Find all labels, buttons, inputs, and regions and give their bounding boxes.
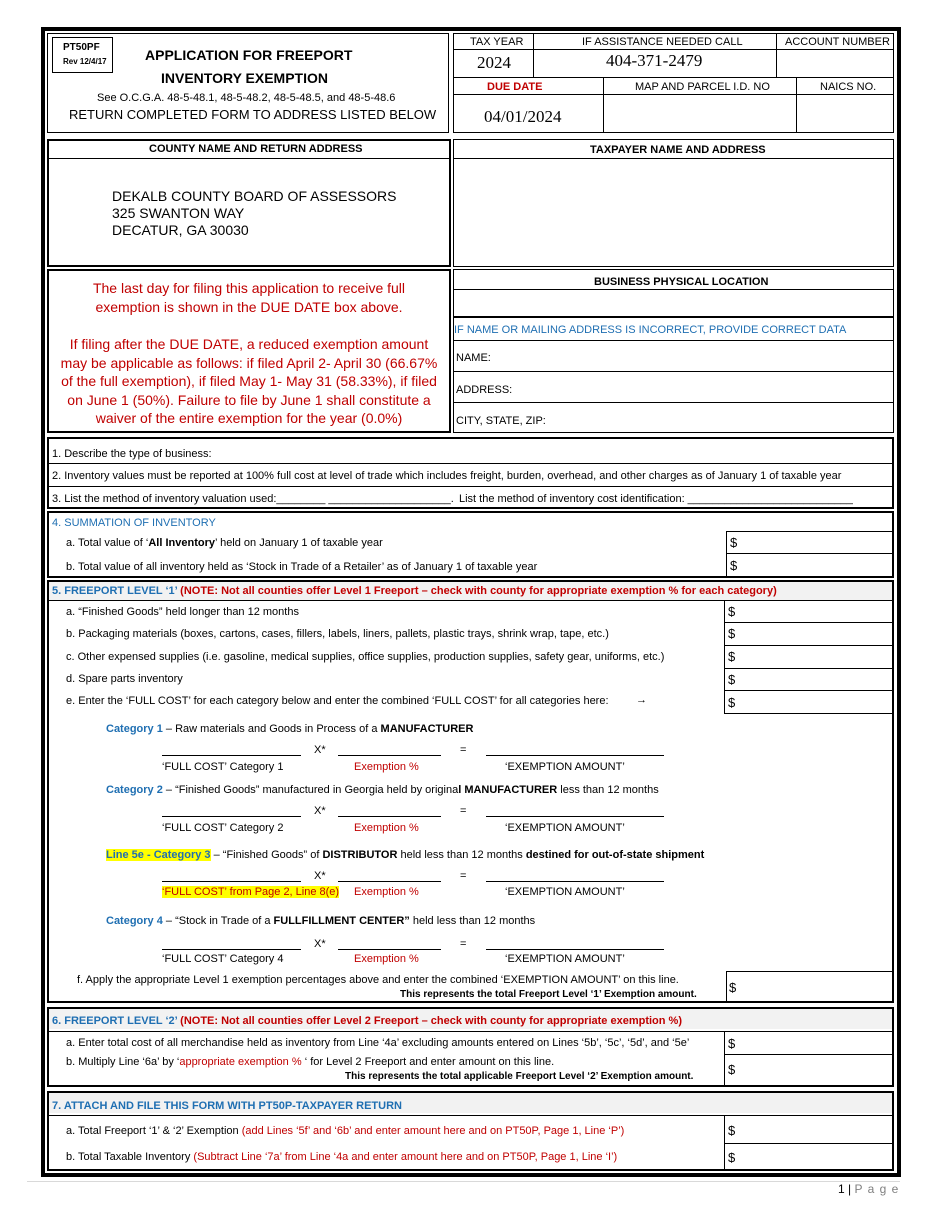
section-4-title: 4. SUMMATION OF INVENTORY xyxy=(52,517,216,529)
header-title-box xyxy=(47,33,449,133)
county-line1: DEKALB COUNTY BOARD OF ASSESSORS xyxy=(112,188,397,204)
category-3-exemption-amount[interactable] xyxy=(486,866,664,881)
form-title-line1: APPLICATION FOR FREEPORT xyxy=(145,47,353,63)
county-address-box xyxy=(47,139,451,267)
line-7b-label: b. Total Taxable Inventory (Subtract Line ‘7a’ from Line ‘4a and enter amount here and on PT50P, Page 1, Line ‘I’) xyxy=(66,1151,618,1163)
filing-notice-box xyxy=(47,269,451,433)
line-7b-amount[interactable]: $ xyxy=(728,1150,736,1165)
page-footer: 1 | P a g e xyxy=(838,1182,900,1196)
category-4-amount-label: ‘EXEMPTION AMOUNT’ xyxy=(505,953,625,965)
category-2-full-cost-label: ‘FULL COST’ Category 2 xyxy=(162,822,284,834)
taxpayer-address-label: TAXPAYER NAME AND ADDRESS xyxy=(590,144,766,156)
business-type-field[interactable] xyxy=(229,443,889,463)
line-5c-label: c. Other expensed supplies (i.e. gasoline, medical supplies, office supplies, production supplies, safety gear, uniforms, etc.) xyxy=(66,651,665,663)
category-4-heading: Category 4 – “Stock in Trade of a FULLFILLMENT CENTER” held less than 12 months xyxy=(106,915,536,927)
line-6a-label: a. Enter total cost of all merchandise held as inventory from Line ‘4a’ excluding amounts entered on Lines ‘5b’, ‘5c’, ‘5d’, and ‘5e’ xyxy=(66,1037,690,1049)
line-5e-label: e. Enter the ‘FULL COST’ for each category below and enter the combined ‘FULL COST’ for all categories here: xyxy=(66,695,609,707)
footer-divider xyxy=(27,1181,900,1182)
q3-valuation-method[interactable]: 3. List the method of inventory valuation used:________ ____________________. xyxy=(52,493,454,505)
category-2-heading: Category 2 – “Finished Goods” manufactured in Georgia held by original MANUFACTURER less than 12 months xyxy=(106,784,659,796)
tax-year-value[interactable]: 2024 xyxy=(477,53,511,72)
category-4-exemption-pct[interactable] xyxy=(338,934,441,949)
line-5f-label: f. Apply the appropriate Level 1 exemption percentages above and enter the combined ‘EXEMPTION AMOUNT’ on this line. xyxy=(77,974,679,986)
line-5a-label: a. “Finished Goods” held longer than 12 months xyxy=(66,606,299,618)
line-6a-amount[interactable]: $ xyxy=(728,1036,736,1051)
line-5d-amount[interactable]: $ xyxy=(728,672,736,687)
category-1-full-cost[interactable] xyxy=(162,740,301,755)
category-4-full-cost[interactable] xyxy=(162,934,301,949)
category-4-full-cost-label: ‘FULL COST’ Category 4 xyxy=(162,953,284,965)
line-5d-label: d. Spare parts inventory xyxy=(66,673,183,685)
map-parcel-field[interactable] xyxy=(604,95,796,133)
category-2-exemption-amount[interactable] xyxy=(486,801,664,816)
category-3-full-cost[interactable] xyxy=(162,866,301,881)
section-5-title: 5. FREEPORT LEVEL ‘1’ (NOTE: Not all counties offer Level 1 Freeport – check with county for appropriate exemption % for each category) xyxy=(52,585,777,597)
category-2-full-cost[interactable] xyxy=(162,801,301,816)
category-1-exemption-amount[interactable] xyxy=(486,740,664,755)
account-number-field[interactable] xyxy=(777,50,893,77)
general-questions-box xyxy=(47,437,894,509)
category-1-full-cost-label: ‘FULL COST’ Category 1 xyxy=(162,761,284,773)
form-rev: Rev 12/4/17 xyxy=(63,57,107,66)
line-4a-amount[interactable]: $ xyxy=(730,535,738,550)
category-3-heading: Line 5e - Category 3 – “Finished Goods” of DISTRIBUTOR held less than 12 months destined for out-of-state shipment xyxy=(106,849,705,861)
section-6-box xyxy=(47,1007,894,1087)
line-5f-note: This represents the total Freeport Level ‘1’ Exemption amount. xyxy=(400,989,697,1000)
line-4b-amount[interactable]: $ xyxy=(730,558,738,573)
section-4-box xyxy=(47,511,894,578)
q2-inventory-values: 2. Inventory values must be reported at 100% full cost at level of trade which includes freight, burden, overhead, and other charges as of January 1 of taxable year xyxy=(52,470,842,482)
line-6b-note: This represents the total applicable Freeport Level ‘2’ Exemption amount. xyxy=(345,1071,694,1082)
due-date-label: DUE DATE xyxy=(487,81,543,93)
business-location-field[interactable] xyxy=(454,290,893,315)
county-line3: DECATUR, GA 30030 xyxy=(112,222,249,238)
county-address-label: COUNTY NAME AND RETURN ADDRESS xyxy=(149,143,363,155)
line-6b-amount[interactable]: $ xyxy=(728,1062,736,1077)
category-4-pct-label: Exemption % xyxy=(354,953,419,965)
line-7a-amount[interactable]: $ xyxy=(728,1123,736,1138)
business-location-box xyxy=(453,269,894,433)
naics-label: NAICS NO. xyxy=(820,81,877,93)
county-line2: 325 SWANTON WAY xyxy=(112,205,245,221)
q1-business-type: 1. Describe the type of business: xyxy=(52,448,212,460)
line-5b-amount[interactable]: $ xyxy=(728,626,736,641)
q3-cost-identification[interactable]: List the method of inventory cost identification: ___________________________ xyxy=(459,493,853,505)
assistance-phone: 404-371-2479 xyxy=(606,51,703,70)
category-3-full-cost-label: ‘FULL COST’ from Page 2, Line 8(e) xyxy=(162,886,340,898)
line-6b-label: b. Multiply Line ‘6a’ by ‘appropriate exemption % ‘ for Level 2 Freeport and enter amount on this line. xyxy=(66,1056,555,1068)
account-number-label: ACCOUNT NUMBER xyxy=(785,36,890,48)
name-label: NAME: xyxy=(456,352,491,364)
taxpayer-address-field[interactable] xyxy=(454,159,893,266)
business-location-label: BUSINESS PHYSICAL LOCATION xyxy=(594,276,769,288)
assistance-label: IF ASSISTANCE NEEDED CALL xyxy=(582,36,743,48)
category-1-exemption-pct[interactable] xyxy=(338,740,441,755)
category-2-amount-label: ‘EXEMPTION AMOUNT’ xyxy=(505,822,625,834)
category-3-pct-label: Exemption % xyxy=(354,886,419,898)
category-2-pct-label: Exemption % xyxy=(354,822,419,834)
header-info-grid xyxy=(453,33,894,133)
category-1-pct-label: Exemption % xyxy=(354,761,419,773)
line-5e-amount[interactable]: $ xyxy=(728,695,736,710)
return-note: RETURN COMPLETED FORM TO ADDRESS LISTED BELOW xyxy=(69,107,437,122)
filing-notice-para1: The last day for filing this application to receive full exemption is shown in the DUE DATE box above. xyxy=(92,280,406,315)
section-5-box: 5. FREEPORT LEVEL ‘1’ (NOTE: Not all counties offer Level 1 Freeport – check with county for appropriate exemption % for each category) a. “Finished Goods” held longer than 12 months $ b. Packaging materials (boxes, cartons, cases, fillers, labels, liners, pallets, plastic trays, shrink wrap, tape, etc.) $ c. Other expensed supplies (i.e. gasoline, medical supplies, office supplies, production supplies, safety gear, uniforms, etc.) $ d. Spare parts inventory $ e. Enter the ‘FULL COST’ for each category below and enter the combined ‘FULL COST’ for all categories here: → $ Category 1 – Raw materials and Goods in Process of a MANUFACTURER X* = ‘FULL COST’ Category 1 Exemption % ‘EXEMPTION AMOUNT’ Category 2 – “Finished Goods” manufactured in Georgia held by original MANUFACTURER less than 12 months X* = ‘FULL COST’ Category 2 Exemption % ‘EXEMPTION AMOUNT’ Line 5e - Category 3 – “Finished Goods” of DISTRIBUTOR held less than 12 months destined for out-of-state shipment X* = ‘FULL COST’ from Page 2, Line 8(e) Exemption % ‘EXEMPTION AMOUNT’ Category 4 – “Stock in Trade of a FULLFILLMENT CENTER” held less than 12 months X* = ‘FULL COST’ Category 4 Exemption % ‘EXEMPTION AMOUNT’ f. Apply the appropriate Level 1 exemption percentages above and enter the combined ‘EXEMPTION AMOUNT’ on this line. This represents the total Freeport Level ‘1’ Exemption amount. $ xyxy=(47,580,894,1003)
naics-field[interactable] xyxy=(797,95,893,133)
category-1-amount-label: ‘EXEMPTION AMOUNT’ xyxy=(505,761,625,773)
line-5c-amount[interactable]: $ xyxy=(728,649,736,664)
section-7-title: 7. ATTACH AND FILE THIS FORM WITH PT50P-TAXPAYER RETURN xyxy=(52,1100,402,1112)
category-3-exemption-pct[interactable] xyxy=(338,866,441,881)
address-label: ADDRESS: xyxy=(456,384,513,396)
arrow-right-icon: → xyxy=(636,694,647,706)
category-3-amount-label: ‘EXEMPTION AMOUNT’ xyxy=(505,886,625,898)
line-4b-label: b. Total value of all inventory held as ‘Stock in Trade of a Retailer’ as of January 1 of taxable year xyxy=(66,561,538,573)
tax-year-label: TAX YEAR xyxy=(470,36,524,48)
form-id: PT50PF xyxy=(63,42,100,53)
category-2-exemption-pct[interactable] xyxy=(338,801,441,816)
category-1-heading: Category 1 – Raw materials and Goods in Process of a MANUFACTURER xyxy=(106,723,474,735)
line-5b-label: b. Packaging materials (boxes, cartons, cases, fillers, labels, liners, pallets, plastic trays, shrink wrap, tape, etc.) xyxy=(66,628,609,640)
form-title-line2: INVENTORY EXEMPTION xyxy=(161,70,328,86)
correct-data-label: IF NAME OR MAILING ADDRESS IS INCORRECT, PROVIDE CORRECT DATA xyxy=(454,324,847,336)
page-number: 1 xyxy=(838,1182,845,1196)
map-parcel-label: MAP AND PARCEL I.D. NO xyxy=(635,81,770,93)
correct-address-field[interactable] xyxy=(512,373,892,401)
form-id-box xyxy=(52,37,113,73)
section-7-box xyxy=(47,1091,894,1171)
line-5a-amount[interactable]: $ xyxy=(728,604,736,619)
correct-name-field[interactable] xyxy=(494,342,892,370)
line-5f-amount[interactable]: $ xyxy=(729,980,737,995)
taxpayer-address-box xyxy=(453,139,894,267)
category-4-exemption-amount[interactable] xyxy=(486,934,664,949)
city-state-zip-label: CITY, STATE, ZIP: xyxy=(456,415,546,427)
line-7a-label: a. Total Freeport ‘1’ & ‘2’ Exemption (add Lines ‘5f’ and ‘6b’ and enter amount here and on PT50P, Page 1, Line ‘P’) xyxy=(66,1125,625,1137)
line-4a-label: a. Total value of ‘All Inventory’ held on January 1 of taxable year xyxy=(66,537,383,549)
statute-reference: See O.C.G.A. 48-5-48.1, 48-5-48.2, 48-5-48.5, and 48-5-48.6 xyxy=(97,92,396,104)
due-date-value[interactable]: 04/01/2024 xyxy=(484,107,562,126)
correct-city-field[interactable] xyxy=(549,404,892,432)
section-6-title: 6. FREEPORT LEVEL ‘2’ (NOTE: Not all counties offer Level 2 Freeport – check with county for appropriate exemption %) xyxy=(52,1015,682,1027)
filing-notice-para2: If filing after the DUE DATE, a reduced exemption amount may be applicable as follows: if filed April 2- April 30 (66.67% of the full exemption), if filed May 1- May 31 (58.33%), if filed on June 1 (50%). Failure to file by June 1 shall constitute a waiver of the entire exemption for the year (0.0%) xyxy=(60,336,438,426)
